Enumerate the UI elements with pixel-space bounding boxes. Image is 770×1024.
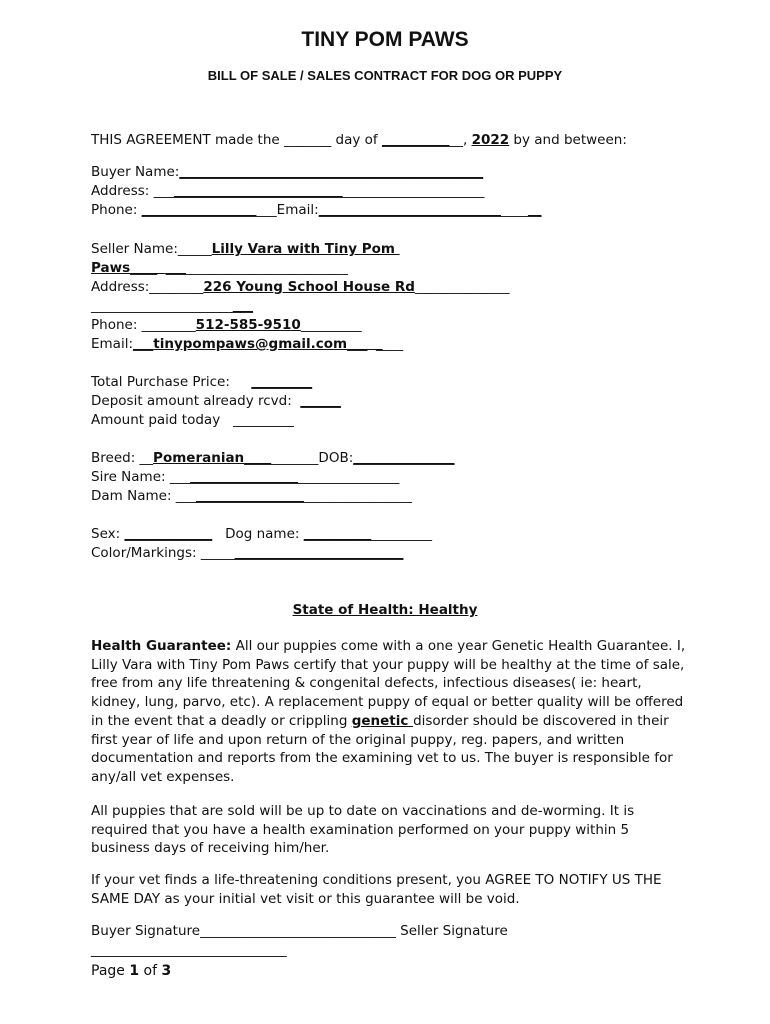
seller-phone-value: 512-585-9510 <box>195 317 301 333</box>
seller-signature-blank[interactable]: _____________________________ <box>91 942 287 958</box>
seller-name-line-2 <box>91 259 348 277</box>
seller-address-label: Address:________ <box>91 279 204 295</box>
buyer-address-tail: _____________________ <box>342 183 485 199</box>
page-of-label: of <box>139 963 162 979</box>
genetic-word: genetic <box>351 712 414 729</box>
sire-tail: _______________ <box>298 469 400 485</box>
page-total: 3 <box>161 963 172 979</box>
seller-blank-2: ___ <box>232 298 253 314</box>
page-label: Page <box>91 963 130 979</box>
seller-phone-tail: _________ <box>300 317 362 333</box>
agreement-year: 2022 <box>471 132 510 148</box>
deposit-label: Deposit amount already rcvd: <box>91 393 301 409</box>
breed-tail: ____ <box>244 450 272 466</box>
seller-email-label: Email: <box>91 336 134 352</box>
seller-name-tail: ____ <box>130 260 166 276</box>
buyer-phone-label: Phone: <box>91 202 142 218</box>
seller-address-value: 226 Young School House Rd <box>203 279 415 295</box>
dam-label: Dam Name: ___ <box>91 488 197 504</box>
agreement-post: by and between: <box>509 132 627 148</box>
page-number: 1 <box>129 963 140 979</box>
sex-label: Sex: <box>91 526 125 542</box>
seller-name-value-2: Paws <box>91 260 131 276</box>
total-price-line <box>91 373 312 391</box>
seller-email-pre: ___ <box>133 336 154 352</box>
deposit-field[interactable]: ______ <box>300 393 341 409</box>
color-markings-label: Color/Markings: _____ <box>91 545 235 561</box>
health-guarantee-label: Health Guarantee: <box>91 638 232 654</box>
vet-notice-paragraph: If your vet finds a life-threatening conditions present, you AGREE TO NOTIFY US THE SAME DAY as your initial vet visit or this guarantee will be void. <box>91 872 662 907</box>
breed-dob-line <box>91 449 455 467</box>
total-price-label: Total Purchase Price: <box>91 374 252 390</box>
state-of-health-heading: State of Health: Healthy <box>292 602 478 618</box>
document-title: TINY POM PAWS <box>301 28 469 51</box>
amount-today-field[interactable]: _________ <box>233 412 294 428</box>
sire-field[interactable]: ________________ <box>190 469 299 485</box>
agreement-pre: THIS AGREEMENT made the _______ day of <box>91 132 382 148</box>
sire-line <box>91 468 399 486</box>
buyer-phone-field[interactable]: _________________ <box>141 202 257 218</box>
color-markings-field[interactable]: _________________________ <box>234 545 404 561</box>
health-guarantee-text-2: disorder should be discovered in their first year of life and upon return of the original puppy, reg. papers, and written documentation and reports from the examining vet to us. The buyer is responsible for any/all vet expenses. <box>91 712 673 785</box>
page-indicator <box>91 962 171 980</box>
agreement-line <box>91 131 627 149</box>
dog-name-tail: _________ <box>371 526 432 542</box>
signature-line: Buyer Signature_____________________________ Seller Signature <box>91 923 508 939</box>
seller-address-line <box>91 278 509 296</box>
seller-address-tail: ______________ <box>414 279 510 295</box>
total-price-field[interactable]: _________ <box>251 374 313 390</box>
breed-label: Breed: __ <box>91 450 154 466</box>
seller-phone-label: Phone: ________ <box>91 317 196 333</box>
buyer-address-field[interactable]: _________________________ <box>173 183 343 199</box>
seller-name-value: Lilly Vara with Tiny Pom <box>211 241 400 257</box>
buyer-name-label: Buyer Name: <box>91 164 180 180</box>
sire-label: Sire Name: ___ <box>91 469 191 485</box>
seller-email-end: ___ <box>382 336 403 352</box>
buyer-email-tail: ____ <box>500 202 528 218</box>
seller-name-tail-3: ________________________ <box>186 260 348 276</box>
vaccination-paragraph: All puppies that are sold will be up to date on vaccinations and de-worming. It is required that you have a health examination performed on your puppy within 5 business days of receiving him/her. <box>91 803 635 857</box>
health-guarantee-paragraph <box>91 637 691 787</box>
dam-tail: ________________ <box>304 488 413 504</box>
buyer-name-line <box>91 163 483 181</box>
color-markings-line <box>91 544 403 562</box>
seller-email-value: tinypompaws@gmail.com <box>153 336 348 352</box>
buyer-email-end: __ <box>527 202 542 218</box>
document-subtitle: BILL OF SALE / SALES CONTRACT FOR DOG OR PUPPY <box>207 68 563 83</box>
agreement-mid: __, <box>449 132 472 148</box>
buyer-address-label: Address: ___ <box>91 183 174 199</box>
seller-blank: _____________________ <box>91 298 233 314</box>
amount-today-label: Amount paid today <box>91 412 234 428</box>
seller-email-tail: ___ _ <box>347 336 383 352</box>
breed-value: Pomeranian <box>153 450 245 466</box>
seller-email-line <box>91 335 403 353</box>
sex-field[interactable]: _____________ <box>124 526 213 542</box>
dob-field[interactable]: _______________ <box>353 450 455 466</box>
seller-phone-line <box>91 316 362 334</box>
dam-field[interactable]: ________________ <box>196 488 305 504</box>
buyer-phone-email-line <box>91 201 541 219</box>
seller-name-label: Seller Name:_____ <box>91 241 212 257</box>
buyer-name-field[interactable]: _____________________________________________ <box>179 164 484 180</box>
sex-dogname-line <box>91 525 432 543</box>
seller-blank-line <box>91 297 253 315</box>
dog-name-label: Dog name: <box>212 526 304 542</box>
dog-name-field[interactable]: __________ <box>303 526 372 542</box>
deposit-line <box>91 392 341 410</box>
seller-name-tail-2: ___ <box>165 260 186 276</box>
dob-label: _______DOB: <box>271 450 354 466</box>
seller-name-line <box>91 240 400 258</box>
buyer-email-label: ___Email: <box>256 202 319 218</box>
dam-line <box>91 487 412 505</box>
health-guarantee-text-1: All our puppies come with a one year Genetic Health Guarantee. I, Lilly Vara with Tiny Pom Paws certify that your puppy will be healthy at the time of sale, free from any life threatening & congenital defects, infectious diseases( ie: heart, kidney, lung, parvo, etc). A replacement puppy of equal or better quality will be offered in the event that a deadly or crippling <box>91 638 686 729</box>
agreement-month-blank: __________ <box>381 132 450 148</box>
buyer-email-field[interactable]: ___________________________ <box>318 202 501 218</box>
buyer-address-line <box>91 182 484 200</box>
amount-today-line <box>91 411 294 429</box>
